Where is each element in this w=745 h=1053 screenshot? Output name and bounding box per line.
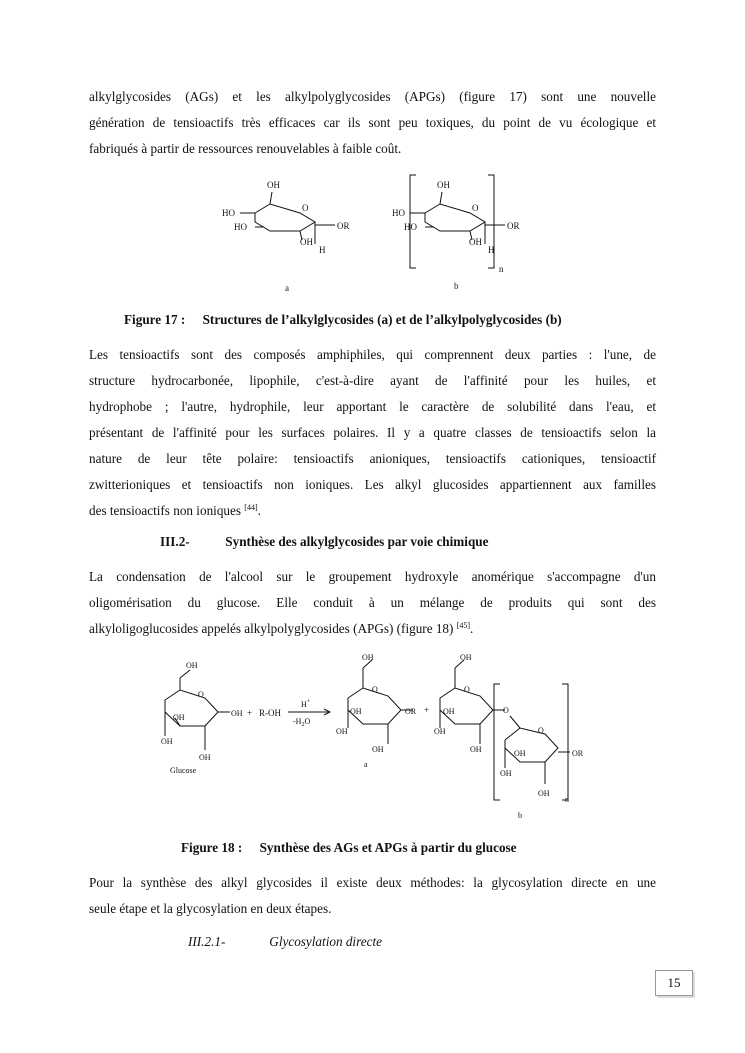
section-title: Synthèse des alkylglycosides par voie chimique [225,534,489,549]
oh-label: OH [231,709,243,718]
body-paragraph [89,870,656,922]
figure-18-caption [181,840,517,856]
text-line: hydrophobe ; l'autre, hydrophile, leur apportant le caractère de solubilité dans l'eau, et [89,399,656,414]
text-line: présentant de l'affinité pour les surfaces polaires. Il y a quatre classes de tensioactifs selon la [89,425,656,440]
figure-17-label-b: b [454,281,459,291]
body-paragraph [89,342,656,524]
oh-label: OH [538,789,550,798]
citation-reference: [45] [456,621,471,630]
oh-label: OH [300,237,313,247]
acid-catalyst: H [301,700,307,709]
ho-label: HO [234,222,247,232]
alcohol-label: R-OH [259,708,281,718]
superscript: + [306,699,311,705]
or-label: OR [405,707,417,716]
o-label: O [372,685,378,694]
o-label: O [464,685,470,694]
oh-label: OH [500,769,512,778]
oh-label: OH [437,180,450,190]
subsection-number: III.2.1- [188,934,226,949]
text-line: fabriqués à partir de ressources renouvelables à faible coût. [89,141,402,156]
svg-text:H+ [301,699,311,709]
section-heading [160,534,488,550]
oh-label: OH [460,653,472,662]
oh-label: OH [173,713,185,722]
repeat-n-label: n [565,795,569,804]
citation-reference: [44] [244,503,258,512]
h-label: H [488,245,495,255]
figure-17-label-a: a [285,283,289,293]
oh-label: OH [199,753,211,762]
product-a-structure [336,653,417,769]
h-label: H [319,245,326,255]
figure-title: Structures de l’alkylglycosides (a) et de l’alkylpolyglycosides (b) [202,312,562,327]
text-line: Les tensioactifs sont des composés amphiphiles, qui comprennent deux parties : l'une, de [89,347,656,362]
o-label: O [302,203,309,213]
oh-label: OH [186,661,198,670]
period: . [257,503,261,518]
product-label-a: a [364,760,368,769]
o-label: O [503,706,509,715]
water-o: O [304,717,311,726]
figure-18-synthesis [0,645,745,825]
structure-b [392,175,520,291]
page-number: 15 [655,970,693,996]
structure-a [222,180,350,293]
figure-title: Synthèse des AGs et APGs à partir du glucose [259,840,517,855]
figure-number: Figure 17 : [124,312,186,327]
text-line: La condensation de l'alcool sur le groupement hydroxyle anomérique s'accompagne d'un [89,569,656,584]
o-label: O [538,726,544,735]
oh-label: OH [469,237,482,247]
product-label-b: b [518,811,522,820]
text-line [89,616,656,642]
glucose-structure [161,661,243,775]
subscript: 2 [301,722,305,728]
oh-label: OH [350,707,362,716]
glucose-label: Glucose [170,766,197,775]
oh-label: OH [267,180,280,190]
plus-sign: + [424,705,430,715]
oh-label: OH [443,707,455,716]
subsection-title: Glycosylation directe [269,934,382,949]
text-fragment: alkyloligoglucosides appelés alkylpolyglycosides (APGs) (figure 18) [89,621,454,636]
intro-paragraph [89,84,656,162]
text-fragment: des tensioactifs non ioniques [89,503,241,518]
text-line: zwitterioniques et tensioactifs non ioniques. Les alkyl glucosides appartiennent aux familles [89,477,656,492]
figure-17-structures [0,170,745,300]
text-line: génération de tensioactifs très efficaces car ils sont peu toxiques, du point de vu écologique et [89,115,656,130]
svg-text:-H2O [293,717,310,728]
text-line: seule étape et la glycosylation en deux étapes. [89,901,332,916]
text-line: structure hydrocarbonée, lipophile, c'est-à-dire ayant de l'affinité pour les huiles, et [89,373,656,388]
oh-label: OH [514,749,526,758]
or-label: OR [572,749,584,758]
ho-label: HO [404,222,417,232]
subsection-heading [188,934,382,950]
oh-label: OH [362,653,374,662]
oh-label: OH [161,737,173,746]
ho-label: HO [392,208,405,218]
text-line: alkylglycosides (AGs) et les alkylpolyglycosides (APGs) (figure 17) sont une nouvelle [89,89,656,104]
oh-label: OH [372,745,384,754]
text-line: nature de leur tête polaire: tensioactifs anioniques, tensioactifs cationiques, tensioactif [89,451,656,466]
or-label: OR [337,221,350,231]
repeat-n-label: n [499,264,504,274]
section-number: III.2- [160,534,190,549]
ho-label: HO [222,208,235,218]
plus-sign: + [247,708,253,718]
body-paragraph [89,564,656,642]
text-line: Pour la synthèse des alkyl glycosides il existe deux méthodes: la glycosylation directe en une [89,875,656,890]
figure-17-caption [124,312,562,328]
o-label: O [472,203,479,213]
water-loss: -H [293,717,302,726]
reaction-arrow [288,699,330,728]
text-line: oligomérisation du glucose. Elle conduit à un mélange de produits qui sont des [89,595,656,610]
o-label: O [198,690,204,699]
figure-number: Figure 18 : [181,840,243,855]
oh-label: OH [470,745,482,754]
period: . [470,621,474,636]
or-label: OR [507,221,520,231]
text-line [89,498,656,524]
oh-label: OH [336,727,348,736]
product-b-structure [434,653,584,820]
oh-label: OH [434,727,446,736]
